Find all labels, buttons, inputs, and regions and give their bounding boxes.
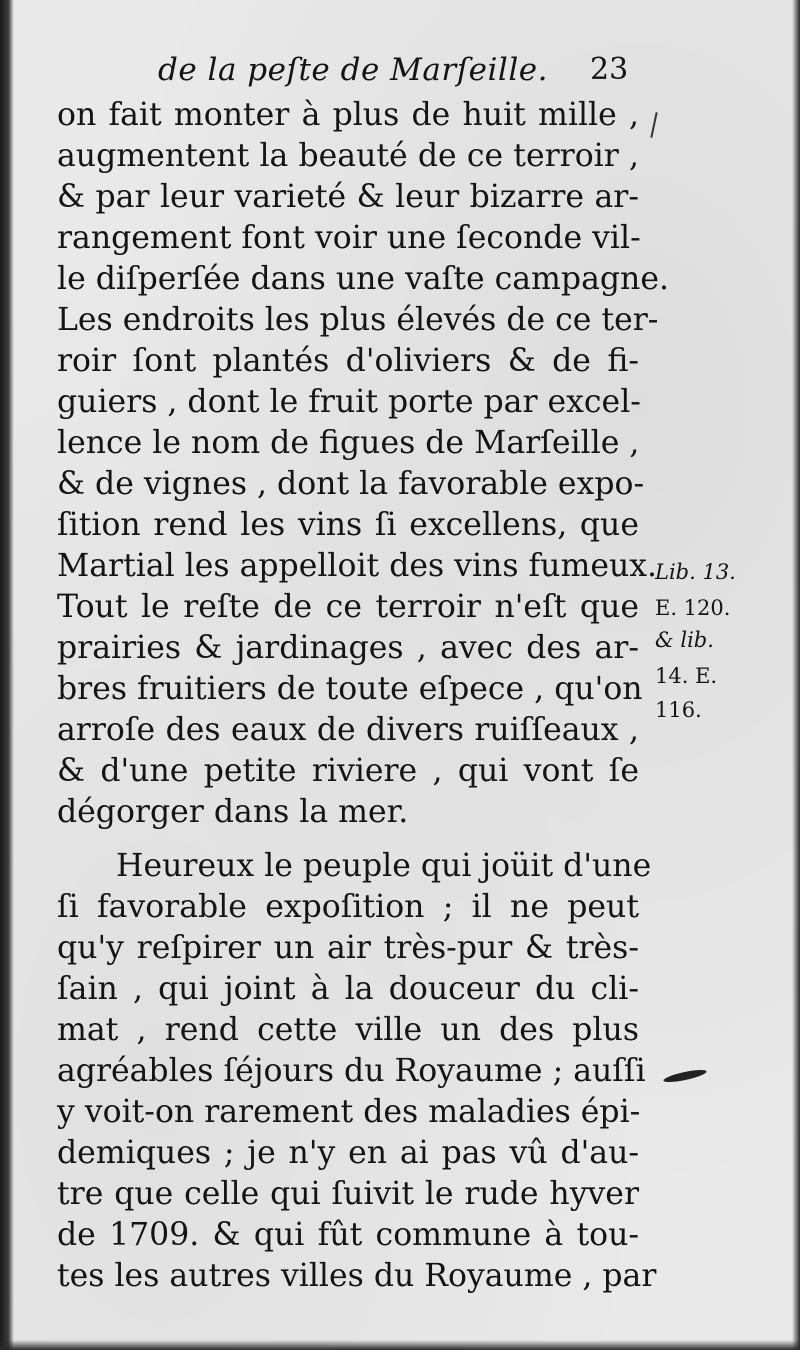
- margin-note-line: 14. E.: [655, 664, 718, 688]
- ink-smudge-mark: [663, 1068, 708, 1085]
- text-line: bres fruitiers de toute eſpece , qu'on: [57, 671, 643, 707]
- text-line: arroſe des eaux de divers ruiſſeaux ,: [57, 712, 639, 748]
- text-line: guiers , dont le fruit porte par excel-: [57, 384, 641, 420]
- text-line: Les endroits les plus élevés de ce ter-: [57, 302, 659, 338]
- text-line: rangement font voir une ſeconde vil-: [57, 220, 641, 256]
- text-line: agréables ſéjours du Royaume ; auſſi: [57, 1053, 646, 1089]
- text-line: qu'y reſpirer un air très-pur & très-: [57, 930, 639, 966]
- text-line: & de vignes , dont la favorable expo-: [57, 466, 645, 502]
- running-title: de la peſte de Marſeille.: [158, 52, 548, 88]
- margin-note-line: E. 120.: [655, 596, 731, 620]
- scan-edge-left: [0, 0, 14, 1350]
- text-line: le diſperſée dans une vaſte campagne.: [57, 261, 669, 297]
- text-line: lence le nom de figues de Marſeille ,: [57, 425, 640, 461]
- text-line: prairies & jardinages , avec des ar-: [57, 630, 639, 666]
- margin-note-line: Lib. 13.: [655, 560, 736, 584]
- text-line: roir ſont plantés d'oliviers & de fi-: [57, 343, 639, 379]
- text-line: demiques ; je n'y en ai pas vû d'au-: [57, 1135, 639, 1171]
- text-line: on fait monter à plus de huit mille ,: [57, 97, 639, 133]
- margin-note-line: & lib.: [655, 628, 714, 652]
- text-line: tes les autres villes du Royaume , par: [57, 1258, 657, 1294]
- text-line: ſi favorable expoſition ; il ne peut: [57, 889, 639, 925]
- text-line: Heureux le peuple qui joüit d'une: [116, 848, 652, 884]
- text-line: y voit-on rarement des maladies épi-: [57, 1094, 641, 1130]
- text-line: ſain , qui joint à la douceur du cli-: [57, 971, 639, 1007]
- text-line: & d'une petite riviere , qui vont ſe: [57, 753, 639, 789]
- text-line: & par leur varieté & leur bizarre ar-: [57, 179, 639, 215]
- text-line: augmentent la beauté de ce terroir ,: [57, 138, 639, 174]
- text-line: dégorger dans la mer.: [57, 794, 409, 830]
- scan-edge-right: [792, 0, 800, 1350]
- text-line: mat , rend cette ville un des plus: [57, 1012, 639, 1048]
- text-line: ſition rend les vins ſi excellens, que: [57, 507, 639, 543]
- text-line: de 1709. & qui fût commune à tou-: [57, 1217, 639, 1253]
- ink-tick-mark: [650, 112, 657, 138]
- text-line: tre que celle qui ſuivit le rude hyver: [57, 1176, 639, 1212]
- text-line: Tout le reſte de ce terroir n'eſt que: [57, 589, 639, 625]
- page-number: 23: [590, 52, 629, 87]
- text-line: Martial les appelloit des vins fumeux.: [57, 548, 658, 584]
- margin-note-line: 116.: [655, 698, 702, 722]
- scan-edge-bottom: [0, 1340, 800, 1350]
